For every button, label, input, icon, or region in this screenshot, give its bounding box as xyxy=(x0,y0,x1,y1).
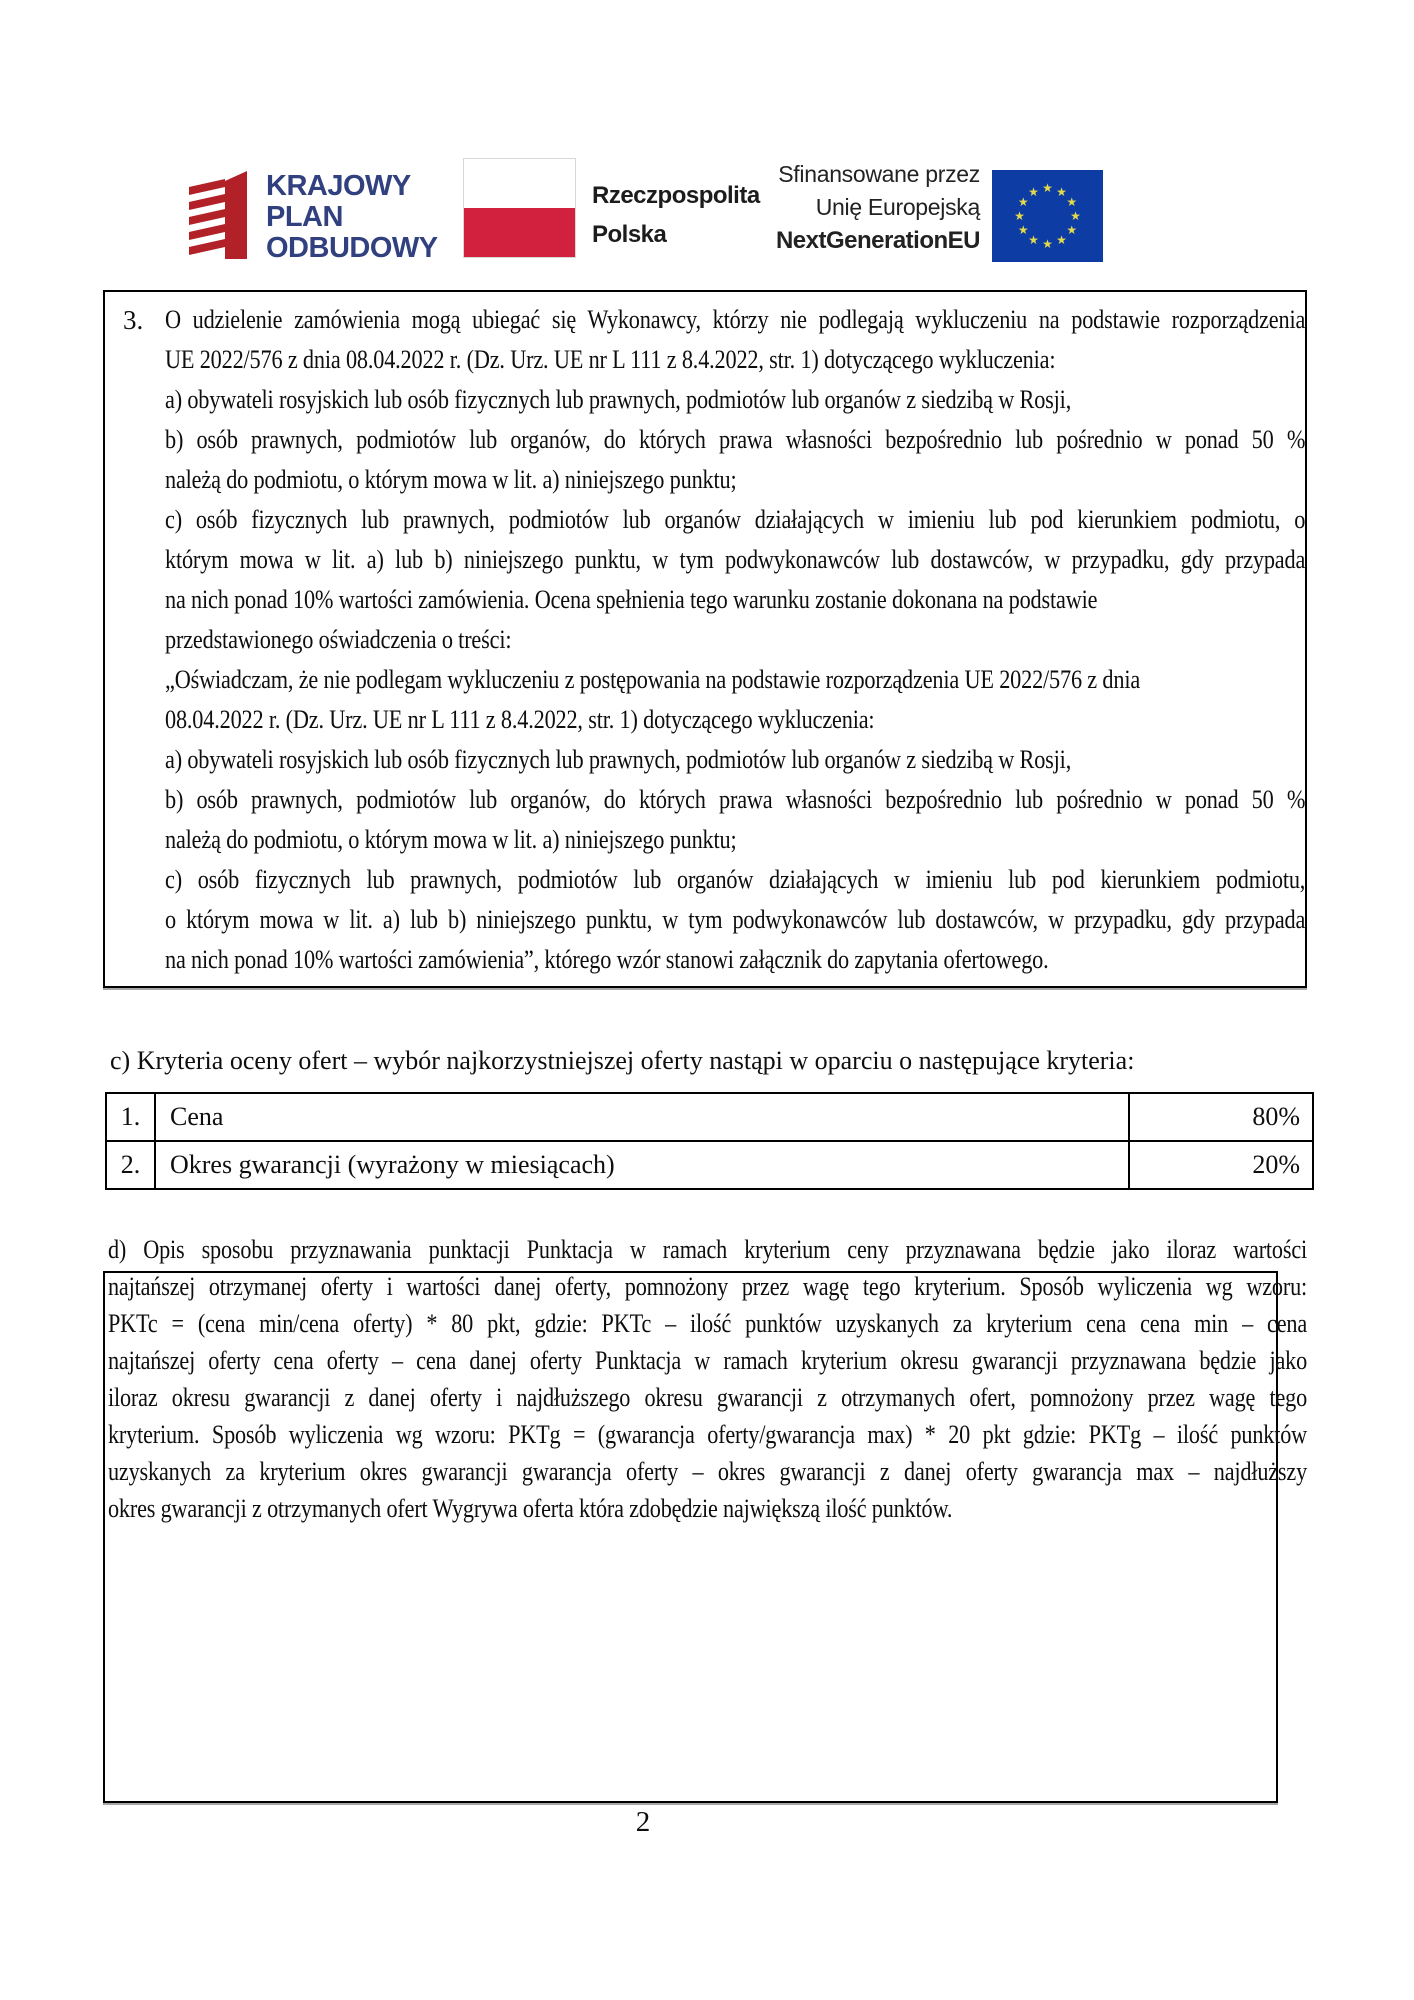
eu-flag-stars-icon xyxy=(992,170,1103,262)
clause-3-line: należą do podmiotu, o którym mowa w lit. a) niniejszego punktu; xyxy=(165,825,737,854)
svg-text:★: ★ xyxy=(1017,195,1029,209)
section-d-line: okres gwarancji z otrzymanych ofert Wygrywa oferta która zdobędzie największą ilość punktów. xyxy=(108,1494,953,1523)
table-row xyxy=(106,1093,1313,1141)
clause-3-line: O udzielenie zamówienia mogą ubiegać się Wykonawcy, którzy nie podlegają wykluczeniu na podstawie rozporządzenia xyxy=(165,305,1306,334)
eu-funding-line-3: NextGenerationEU xyxy=(775,227,980,254)
criteria-row-name: Cena xyxy=(155,1093,1129,1141)
criteria-row-name: Okres gwarancji (wyrażony w miesiącach) xyxy=(155,1141,1129,1189)
kpo-logo-wordmark xyxy=(266,171,438,264)
svg-text:★: ★ xyxy=(1042,181,1053,195)
clause-3-box xyxy=(103,290,1307,988)
clause-3-line: c) osób fizycznych lub prawnych, podmiotów lub organów działających w imieniu lub pod kierunkiem podmiotu, o xyxy=(165,505,1306,534)
poland-flag-white-stripe xyxy=(464,159,575,208)
rp-line-1: Rzeczpospolita xyxy=(592,182,760,209)
svg-text:★: ★ xyxy=(1028,233,1039,248)
svg-text:★: ★ xyxy=(1066,223,1078,237)
svg-text:★: ★ xyxy=(1014,209,1025,223)
section-d-line: najtańszej otrzymanej oferty i wartości danej oferty, pomnożony przez wagę tego kryterium. Sposób wyliczenia wg wzoru: xyxy=(108,1272,1308,1301)
clause-3-line: UE 2022/576 z dnia 08.04.2022 r. (Dz. Urz. UE nr L 111 z 8.4.2022, str. 1) dotyczącego wykluczenia: xyxy=(165,345,1056,374)
criteria-intro: c) Kryteria oceny ofert – wybór najkorzystniejszej oferty nastąpi w oparciu o następujące kryteria: xyxy=(110,1046,1135,1075)
svg-text:★: ★ xyxy=(1028,184,1039,199)
clause-3-line: c) osób fizycznych lub prawnych, podmiotów lub organów działających w imieniu lub pod kierunkiem podmiotu, xyxy=(165,865,1306,894)
clause-3-line: na nich ponad 10% wartości zamówienia”, którego wzór stanowi załącznik do zapytania ofertowego. xyxy=(165,945,1049,974)
svg-text:★: ★ xyxy=(1056,184,1067,199)
section-d-line: najtańszej oferty cena oferty – cena danej oferty Punktacja w ramach kryterium okresu gwarancji przyznawana będzie jako xyxy=(108,1346,1308,1375)
clause-3-line: 08.04.2022 r. (Dz. Urz. UE nr L 111 z 8.4.2022, str. 1) dotyczącego wykluczenia: xyxy=(165,705,875,734)
section-d-line: iloraz okresu gwarancji z danej oferty i najdłuższego okresu gwarancji z otrzymanych ofert, pomnożony przez wagę tego xyxy=(108,1383,1308,1412)
criteria-row-number: 1. xyxy=(106,1093,155,1141)
clause-3-line: przedstawionego oświadczenia o treści: xyxy=(165,625,512,654)
section-d-line: uzyskanych za kryterium okres gwarancji gwarancja oferty – okres gwarancji z danej oferty gwarancja max – najdłuższy xyxy=(108,1457,1308,1486)
poland-flag-icon xyxy=(463,158,576,258)
page-number: 2 xyxy=(635,1806,651,1838)
kpo-building-logo-icon xyxy=(185,167,251,259)
kpo-line-1: KRAJOWY xyxy=(266,170,411,202)
eu-funding-line-2: Unię Europejską xyxy=(815,194,980,220)
kpo-line-2: PLAN xyxy=(266,201,343,233)
section-d-text xyxy=(108,1231,1307,1527)
clause-3-line: „Oświadczam, że nie podlegam wykluczeniu z postępowania na podstawie rozporządzenia UE 2022/576 z dnia xyxy=(165,665,1141,694)
svg-text:★: ★ xyxy=(1070,209,1081,223)
eu-funding-label xyxy=(640,158,980,257)
clause-3-line: na nich ponad 10% wartości zamówienia. Ocena spełnienia tego warunku zostanie dokonana na podstawie xyxy=(165,585,1098,614)
section-d-line: PKTc = (cena min/cena oferty) * 80 pkt, gdzie: PKTc – ilość punktów uzyskanych za kryterium cena cena min – cena xyxy=(108,1309,1308,1338)
clause-3-line: o którym mowa w lit. a) lub b) niniejszego punktu, w tym podwykonawców lub dostawców, w przypadku, gdy przypada xyxy=(165,905,1306,934)
clause-3-text xyxy=(165,300,1305,980)
svg-text:★: ★ xyxy=(1066,195,1078,209)
criteria-row-weight: 80% xyxy=(1129,1093,1313,1141)
svg-text:★: ★ xyxy=(1042,237,1053,251)
svg-text:★: ★ xyxy=(1056,233,1067,248)
rp-line-2: Polska xyxy=(592,221,667,248)
clause-3-line: b) osób prawnych, podmiotów lub organów, do których prawa własności bezpośrednio lub pośrednio w ponad 50 % xyxy=(165,785,1306,814)
table-row xyxy=(106,1141,1313,1189)
eu-funding-line-1: Sfinansowane przez xyxy=(778,161,980,187)
section-d-line: kryterium. Sposób wyliczenia wg wzoru: PKTg = (gwarancja oferty/gwarancja max) * 20 pkt gdzie: PKTg – ilość punktów xyxy=(108,1420,1308,1449)
kpo-line-3: ODBUDOWY xyxy=(266,232,438,264)
criteria-row-number: 2. xyxy=(106,1141,155,1189)
clause-3-number: 3. xyxy=(123,305,144,335)
clause-3-line: należą do podmiotu, o którym mowa w lit. a) niniejszego punktu; xyxy=(165,465,737,494)
clause-3-line: którym mowa w lit. a) lub b) niniejszego punktu, w tym podwykonawców lub dostawców, w przypadku, gdy przypada xyxy=(165,545,1306,574)
section-d-line: d) Opis sposobu przyznawania punktacji Punktacja w ramach kryterium ceny przyznawana będzie jako iloraz wartości xyxy=(108,1235,1308,1264)
poland-flag-red-stripe xyxy=(464,208,575,257)
criteria-table xyxy=(105,1092,1314,1190)
clause-3-line: a) obywateli rosyjskich lub osób fizycznych lub prawnych, podmiotów lub organów z siedzibą w Rosji, xyxy=(165,745,1072,774)
svg-text:★: ★ xyxy=(1017,223,1029,237)
criteria-row-weight: 20% xyxy=(1129,1141,1313,1189)
clause-3-line: b) osób prawnych, podmiotów lub organów, do których prawa własności bezpośrednio lub pośrednio w ponad 50 % xyxy=(165,425,1306,454)
clause-3-line: a) obywateli rosyjskich lub osób fizycznych lub prawnych, podmiotów lub organów z siedzibą w Rosji, xyxy=(165,385,1072,414)
